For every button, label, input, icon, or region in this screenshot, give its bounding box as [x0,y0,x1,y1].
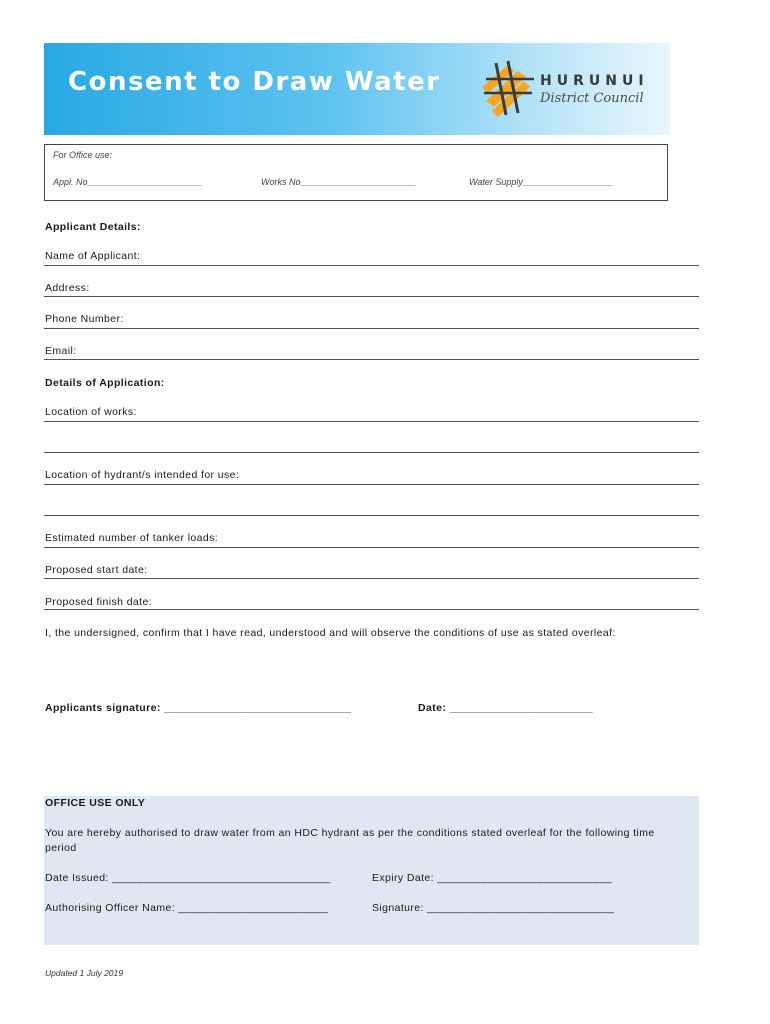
works-no-field[interactable]: Works No_______________________ [261,177,416,187]
name-of-applicant-label: Name of Applicant: [45,250,141,262]
location-of-hydrant-label: Location of hydrant/s intended for use: [45,469,240,481]
logo-name: HURUNUI [540,73,649,89]
office-use-box [44,144,668,201]
email-field[interactable] [44,359,699,360]
application-details-heading: Details of Application: [45,377,165,389]
applicant-details-heading: Applicant Details: [45,221,141,233]
header-banner [44,43,670,135]
appl-no-field[interactable]: Appl. No_______________________ [53,177,203,187]
expiry-date-field[interactable]: Expiry Date: ____________________________ [372,872,613,884]
phone-number-label: Phone Number: [45,313,124,325]
office-use-panel [44,796,699,945]
office-box-title: For Office use: [53,150,113,160]
tanker-loads-label: Estimated number of tanker loads: [45,532,219,544]
email-label: Email: [45,345,77,357]
hurunui-logo-icon [478,57,538,119]
date-issued-field[interactable]: Date Issued: ___________________________________ [45,872,331,884]
location-of-works-field[interactable] [44,421,699,422]
proposed-start-date-label: Proposed start date: [45,564,148,576]
proposed-finish-date-label: Proposed finish date: [45,596,153,608]
address-field[interactable] [44,296,699,297]
location-of-works-field-2[interactable] [44,452,699,453]
office-use-heading: OFFICE USE ONLY [45,797,146,809]
proposed-finish-date-field[interactable] [44,609,699,610]
location-of-works-label: Location of works: [45,406,137,418]
updated-date-footer: Updated 1 July 2019 [45,968,123,978]
address-label: Address: [45,282,90,294]
phone-number-field[interactable] [44,328,699,329]
proposed-start-date-field[interactable] [44,578,699,579]
authorising-officer-field[interactable]: Authorising Officer Name: ________________________ [45,902,329,914]
water-supply-field[interactable]: Water Supply__________________ [469,177,613,187]
page-title: Consent to Draw Water [68,67,441,97]
location-of-hydrant-field[interactable] [44,484,699,485]
name-of-applicant-field[interactable] [44,265,699,266]
declaration-text: I, the undersigned, confirm that I have read, understood and will observe the conditions of use as stated overleaf: [45,627,616,639]
tanker-loads-field[interactable] [44,547,699,548]
applicant-signature-field[interactable]: Applicants signature: ______________________________ [45,702,352,714]
authorisation-text-line-1: You are hereby authorised to draw water from an HDC hydrant as per the conditions stated overleaf for the following time [45,827,655,839]
authorisation-text-line-2: period [45,842,77,854]
council-logo [478,57,664,121]
office-signature-field[interactable]: Signature: ______________________________ [372,902,615,914]
location-of-hydrant-field-2[interactable] [44,515,699,516]
logo-subtitle: District Council [540,91,644,106]
signature-date-field[interactable]: Date: _______________________ [418,702,594,714]
